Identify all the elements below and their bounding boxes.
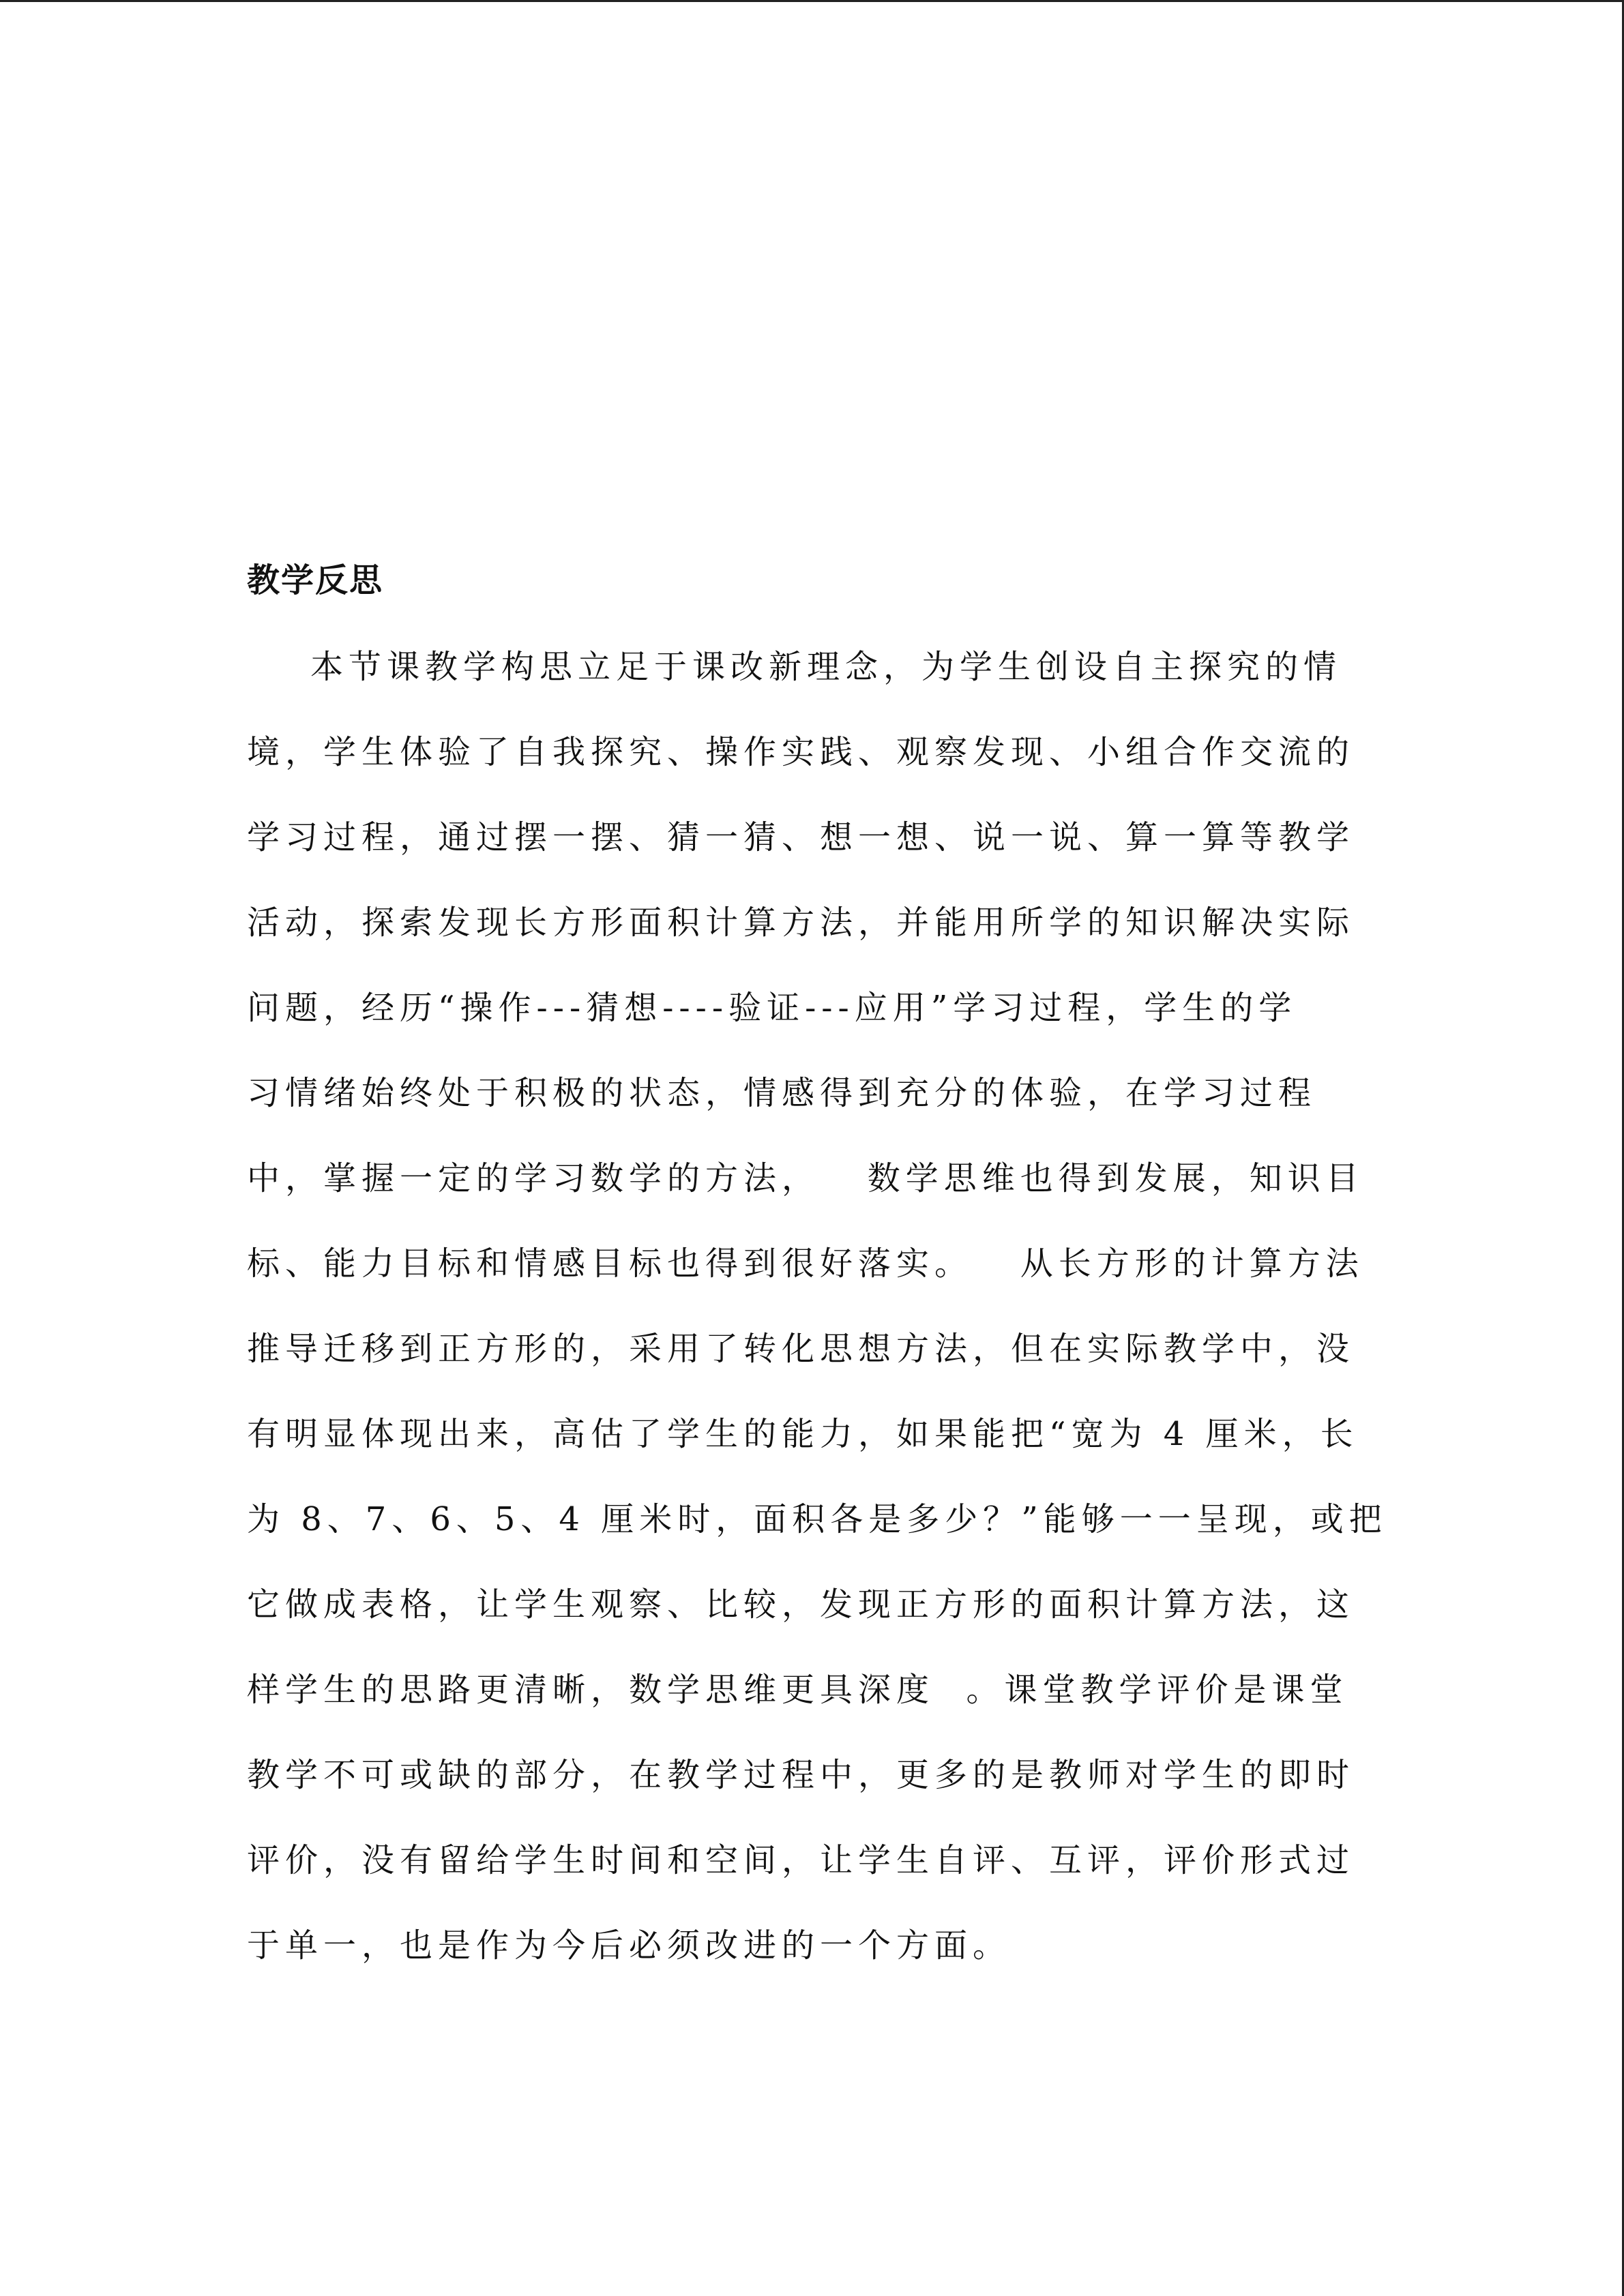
paragraph-line: 境，学生体验了自我探究、操作实践、观察发现、小组合作交流的 [247, 733, 1355, 771]
paragraph-line: 样学生的思路更清晰，数学思维更具深度 。课堂教学评价是课堂 [247, 1671, 1348, 1709]
paragraph-line: 为 8、7、6、5、4 厘米时，面积各是多少？”能够一一呈现，或把 [247, 1500, 1387, 1538]
paragraph-line: 于单一，也是作为今后必须改进的一个方面。 [247, 1926, 1012, 1965]
paragraph-line: 它做成表格，让学生观察、比较，发现正方形的面积计算方法，这 [247, 1585, 1355, 1624]
document-heading: 教学反思 [247, 561, 384, 599]
paragraph-line: 评价，没有留给学生时间和空间，让学生自评、互评，评价形式过 [247, 1841, 1355, 1879]
paragraph-line: 本节课教学构思立足于课改新理念，为学生创设自主探究的情 [247, 648, 1342, 686]
paragraph-line: 习情绪始终处于积极的状态，情感得到充分的体验，在学习过程 [247, 1074, 1317, 1112]
paragraph-line: 教学不可或缺的部分，在教学过程中，更多的是教师对学生的即时 [247, 1756, 1355, 1794]
paragraph-line: 推导迁移到正方形的，采用了转化思想方法，但在实际教学中，没 [247, 1330, 1355, 1368]
paragraph-line: 标、能力目标和情感目标也得到很好落实。 从长方形的计算方法 [247, 1244, 1364, 1283]
paragraph-line: 活动，探索发现长方形面积计算方法，并能用所学的知识解决实际 [247, 904, 1355, 942]
paragraph-line: 问题，经历“操作---猜想----验证---应用”学习过程，学生的学 [247, 989, 1297, 1027]
paragraph-line: 学习过程，通过摆一摆、猜一猜、想一想、说一说、算一算等教学 [247, 818, 1355, 856]
paragraph-line: 中，掌握一定的学习数学的方法， 数学思维也得到发展，知识目 [247, 1159, 1364, 1197]
paragraph-line: 有明显体现出来，高估了学生的能力，如果能把“宽为 4 厘米，长 [247, 1415, 1359, 1453]
